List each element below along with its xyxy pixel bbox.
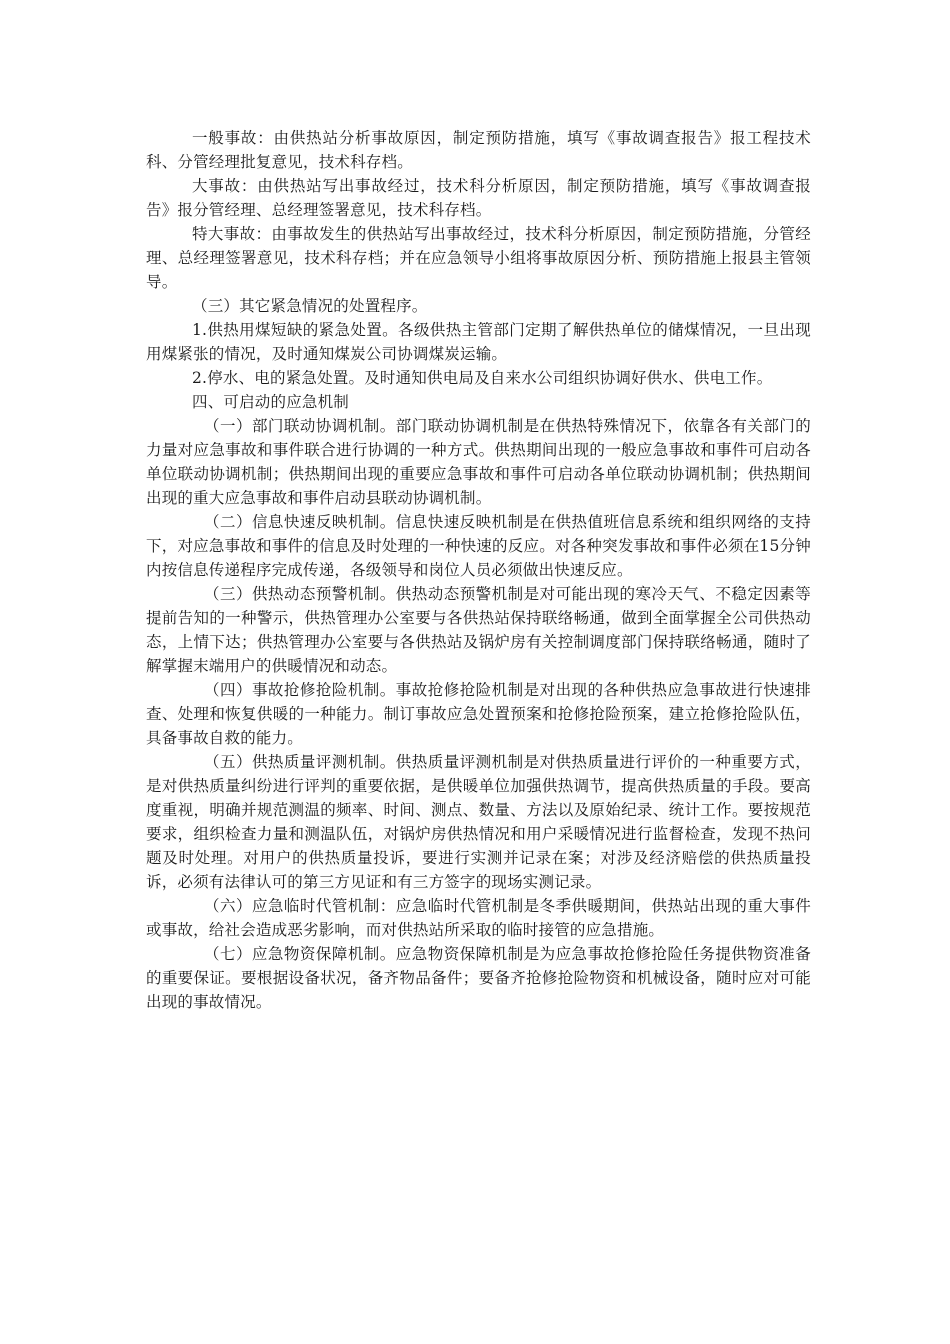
document-body [146, 126, 811, 1014]
paragraph-dynamic-warning: （三）供热动态预警机制。供热动态预警机制是对可能出现的寒冷天气、不稳定因素等提前告知的一种警示，供热管理办公室要与各供热站保持联络畅通，做到全面掌握全公司供热动态，上情下达；供热管理办公室要与各供热站及锅炉房有关控制调度部门保持联络畅通，随时了解掌握末端用户的供暖情况和动态。 [146, 585, 811, 675]
paragraph-major-accident: 大事故：由供热站写出事故经过，技术科分析原因，制定预防措施，填写《事故调查报告》报分管经理、总经理签署意见，技术科存档。 [146, 177, 811, 219]
paragraph-material-supply: （七）应急物资保障机制。应急物资保障机制是为应急事故抢修抢险任务提供物资准备的重要保证。要根据设备状况，备齐物品备件；要备齐抢修抢险物资和机械设备，随时应对可能出现的事故情况。 [146, 945, 811, 1011]
paragraph-repair-rescue: （四）事故抢修抢险机制。事故抢修抢险机制是对出现的各种供热应急事故进行快速排查、处理和恢复供暖的一种能力。制订事故应急处置预案和抢修抢险预案，建立抢修抢险队伍，具备事故自救的能力。 [146, 681, 811, 747]
paragraph-water-power-outage: 2.停水、电的紧急处置。及时通知供电局及自来水公司组织协调好供水、供电工作。 [192, 369, 773, 387]
paragraph-severe-accident: 特大事故：由事故发生的供热站写出事故经过，技术科分析原因，制定预防措施，分管经理、总经理签署意见，技术科存档；并在应急领导小组将事故原因分析、预防措施上报县主管领导。 [146, 225, 811, 291]
paragraph-temporary-takeover: （六）应急临时代管机制：应急临时代管机制是冬季供暖期间，供热站出现的重大事件或事故，给社会造成恶劣影响，而对供热站所采取的临时接管的应急措施。 [146, 897, 811, 939]
paragraph-department-linkage: （一）部门联动协调机制。部门联动协调机制是在供热特殊情况下，依靠各有关部门的力量对应急事故和事件联合进行协调的一种方式。供热期间出现的一般应急事故和事件可启动各单位联动协调机制；供热期间出现的重要应急事故和事件可启动各单位联动协调机制；供热期间出现的重大应急事故和事件启动县联动协调机制。 [146, 417, 811, 507]
section-heading-emergency-mechanisms: 四、可启动的应急机制 [192, 393, 350, 411]
section-heading-other-emergencies: （三）其它紧急情况的处置程序。 [192, 297, 428, 315]
paragraph-information-response: （二）信息快速反映机制。信息快速反映机制是在供热值班信息系统和组织网络的支持下，对应急事故和事件的信息及时处理的一种快速的反应。对各种突发事故和事件必须在15分钟内按信息传递程序完成传递，各级领导和岗位人员必须做出快速反应。 [146, 513, 811, 579]
paragraph-coal-shortage: 1.供热用煤短缺的紧急处置。各级供热主管部门定期了解供热单位的储煤情况，一旦出现用煤紧张的情况，及时通知煤炭公司协调煤炭运输。 [146, 321, 811, 363]
paragraph-quality-evaluation: （五）供热质量评测机制。供热质量评测机制是对供热质量进行评价的一种重要方式，是对供热质量纠纷进行评判的重要依据，是供暖单位加强供热调节，提高供热质量的手段。要高度重视，明确并规范测温的频率、时间、测点、数量、方法以及原始纪录、统计工作。要按规范要求，组织检查力量和测温队伍，对锅炉房供热情况和用户采暖情况进行监督检查，发现不热问题及时处理。对用户的供热质量投诉，要进行实测并记录在案；对涉及经济赔偿的供热质量投诉，必须有法律认可的第三方见证和有三方签字的现场实测记录。 [146, 753, 811, 891]
paragraph-general-accident: 一般事故：由供热站分析事故原因，制定预防措施，填写《事故调查报告》报工程技术科、分管经理批复意见，技术科存档。 [146, 129, 811, 171]
